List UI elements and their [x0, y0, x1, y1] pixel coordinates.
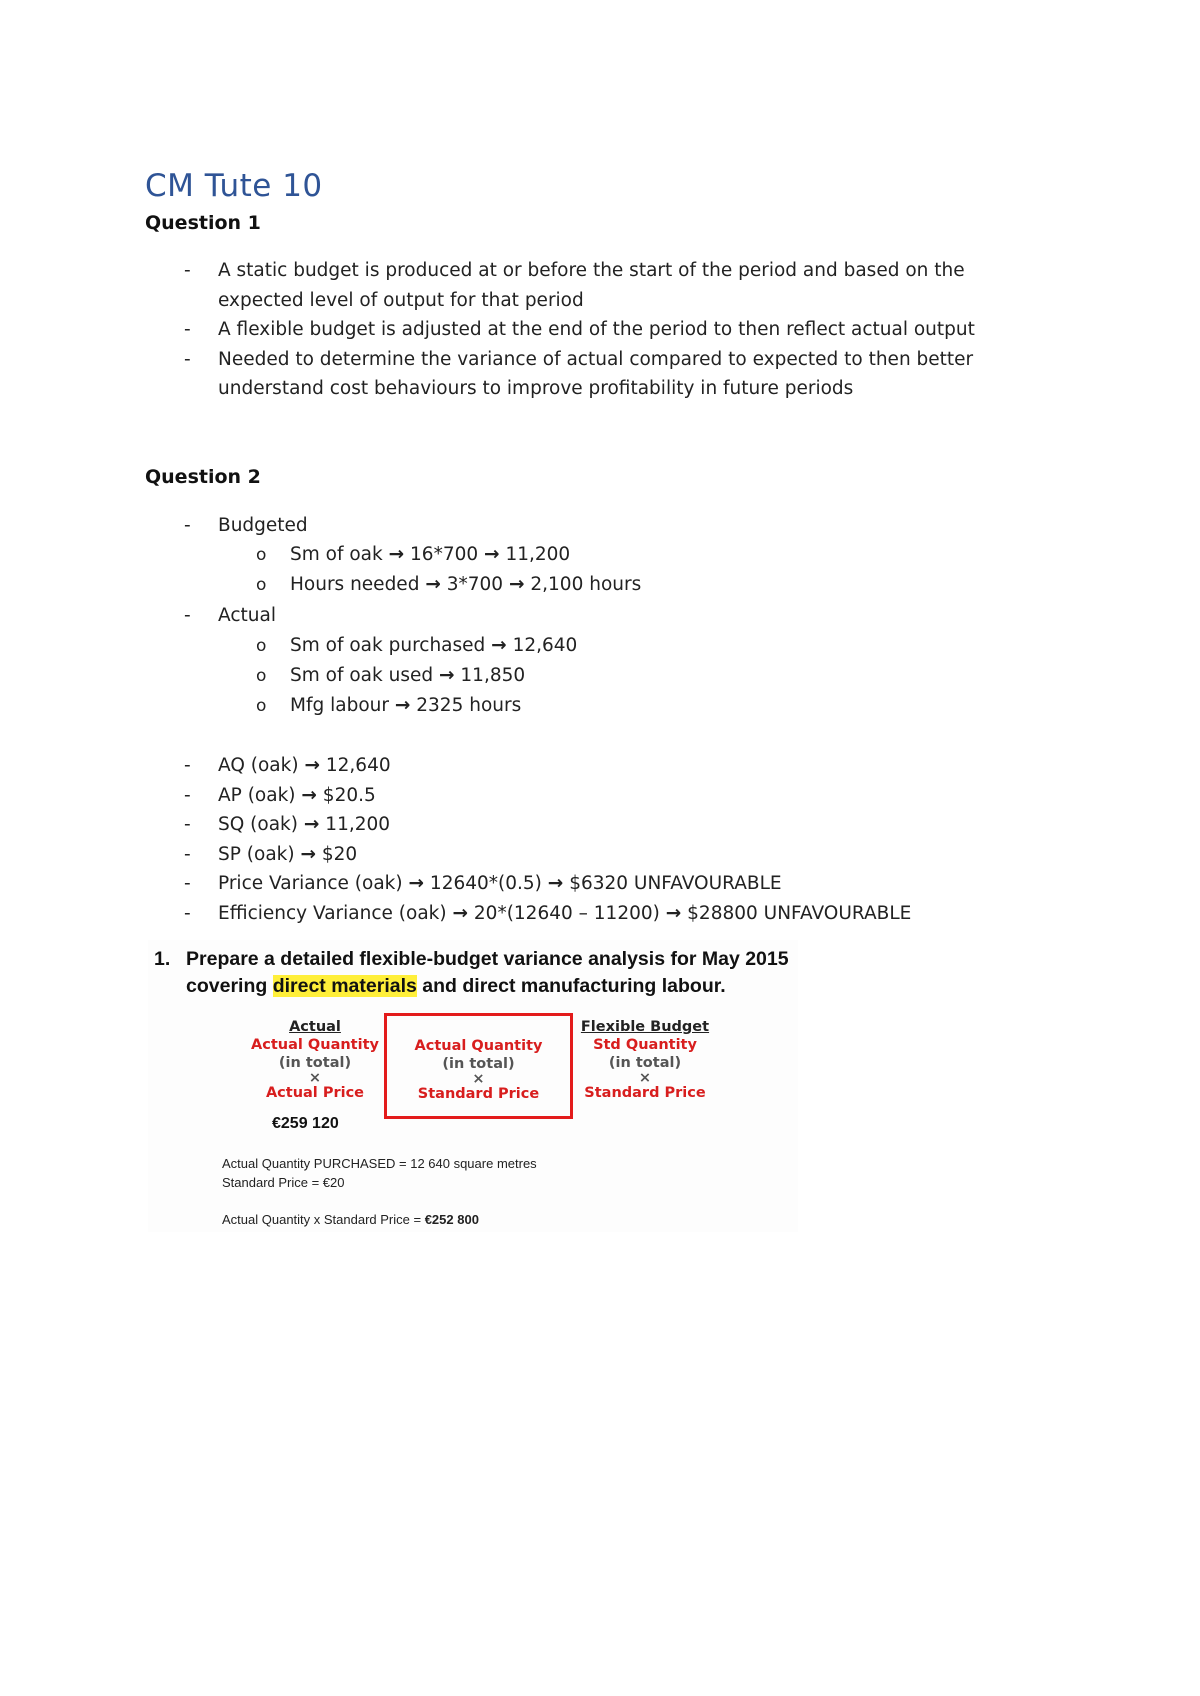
- item-calc: 20*(12640 – 11200): [473, 902, 660, 924]
- arrow-icon: →: [439, 665, 455, 686]
- item-result: 11,200: [325, 814, 391, 835]
- dash-marker: -: [184, 755, 191, 776]
- dash-marker: -: [184, 902, 191, 924]
- sub-list-item: [0, 691, 1200, 721]
- item-result: 2325 hours: [416, 695, 522, 716]
- arrow-icon: →: [301, 784, 317, 806]
- list-item: [0, 345, 1038, 404]
- dash-marker: -: [184, 319, 191, 340]
- dash-marker: -: [184, 784, 191, 806]
- embedded-variance-figure: [148, 940, 798, 1232]
- circle-marker: o: [256, 666, 267, 686]
- item-calc: 12640*(0.5): [429, 873, 542, 894]
- dash-marker: -: [184, 814, 191, 835]
- dash-marker: -: [184, 348, 191, 370]
- column-label: Actual: [414, 1038, 467, 1054]
- page-title: CM Tute 10: [145, 168, 323, 204]
- list-item: [0, 315, 1038, 345]
- sub-list-item: [0, 570, 1200, 600]
- circle-marker: o: [256, 575, 267, 595]
- question-1-heading: Question 1: [145, 212, 261, 234]
- list-item-budgeted: [0, 511, 1038, 541]
- item-result: 11,850: [460, 665, 526, 686]
- circle-marker: o: [256, 545, 267, 565]
- figure-heading-line2-post: and direct manufacturing labour.: [422, 975, 726, 997]
- list-item: [0, 869, 1038, 899]
- column-label: Std: [593, 1037, 621, 1053]
- item-result: 11,200: [505, 544, 571, 565]
- arrow-icon: →: [303, 814, 320, 835]
- arrow-icon: →: [491, 635, 507, 656]
- actual-sublist: [0, 631, 1200, 721]
- list-item-actual: [0, 601, 1038, 631]
- dash-marker: -: [184, 873, 191, 894]
- sub-list-item: [0, 540, 1200, 570]
- dash-marker: -: [184, 605, 191, 626]
- column-title: Actual: [289, 1019, 341, 1035]
- item-label: Mfg labour: [290, 695, 389, 716]
- figure-note: Standard Price = €20: [222, 1175, 345, 1190]
- item-label: SQ (oak): [218, 814, 298, 835]
- list-item: [0, 751, 1038, 781]
- column-label: Actual: [251, 1037, 303, 1053]
- note-value: €252 800: [424, 1212, 479, 1227]
- actual-column: [248, 1018, 382, 1102]
- multiply-icon: ×: [638, 1070, 652, 1086]
- actual-qty-std-price-column: [384, 1037, 573, 1103]
- list-item: [0, 781, 1038, 811]
- item-label: Price Variance (oak): [218, 873, 403, 894]
- list-item-text: A flexible budget is adjusted at the end of the period to then reflect actual output: [218, 319, 975, 340]
- dash-marker: -: [184, 843, 191, 865]
- multiply-icon: ×: [308, 1070, 322, 1086]
- sub-list-item: [0, 661, 1200, 691]
- arrow-icon: →: [394, 695, 411, 716]
- list-item: [0, 810, 1038, 840]
- arrow-icon: →: [547, 873, 564, 894]
- question-1-list: [0, 256, 1200, 404]
- arrow-icon: →: [452, 902, 469, 924]
- actual-amount: €259 120: [272, 1115, 339, 1132]
- arrow-icon: →: [304, 755, 320, 776]
- column-label: Price: [322, 1085, 365, 1101]
- item-label: Efficiency Variance (oak): [218, 902, 447, 924]
- item-result: $6320 UNFAVOURABLE: [569, 873, 782, 894]
- circle-marker: o: [256, 636, 267, 656]
- question-2-list-actual: [0, 601, 1200, 631]
- list-item: [0, 256, 1038, 315]
- figure-heading: [154, 946, 789, 1000]
- list-item-text: Budgeted: [218, 515, 308, 536]
- item-result: 12,640: [512, 635, 578, 656]
- figure-note: Actual Quantity PURCHASED = 12 640 square metres: [222, 1156, 537, 1171]
- item-label: Sm of oak: [290, 544, 383, 565]
- list-item-text: Needed to determine the variance of actual compared to expected to then better understand cost behaviours to improve profitability in future periods: [218, 348, 974, 399]
- item-label: Sm of oak used: [290, 665, 434, 686]
- list-item: [0, 899, 1038, 929]
- column-label: Standard: [417, 1086, 493, 1102]
- item-label: Hours needed: [290, 574, 420, 595]
- figure-note: [222, 1212, 479, 1227]
- column-label: Quantity: [625, 1037, 697, 1053]
- list-item-text: Actual: [218, 605, 276, 626]
- question-2-list: [0, 511, 1200, 541]
- highlighted-text: direct materials: [272, 975, 417, 997]
- note-label: Actual Quantity x Standard Price =: [222, 1212, 422, 1227]
- arrow-icon: →: [508, 574, 525, 595]
- multiply-icon: ×: [472, 1071, 485, 1087]
- item-result: $28800 UNFAVOURABLE: [687, 902, 912, 924]
- list-item: [0, 840, 1038, 870]
- arrow-icon: →: [665, 902, 682, 924]
- circle-marker: o: [256, 696, 267, 716]
- item-result: $20: [321, 843, 358, 865]
- figure-heading-line1: Prepare a detailed flexible-budget variance analysis for May 2015: [186, 948, 789, 970]
- item-calc: 16*700: [410, 544, 479, 565]
- column-title: Flexible Budget: [580, 1019, 710, 1035]
- item-label: AQ (oak): [218, 755, 299, 776]
- item-label: AP (oak): [218, 784, 296, 806]
- variance-list: [0, 751, 1200, 928]
- column-label: Price: [498, 1086, 540, 1102]
- arrow-icon: →: [408, 873, 425, 894]
- dash-marker: -: [184, 515, 191, 536]
- list-item-text: A static budget is produced at or before the start of the period and based on the expected level of output for that period: [218, 260, 965, 311]
- item-calc: 3*700: [446, 574, 504, 595]
- column-label: (in total): [278, 1055, 352, 1071]
- item-result: 2,100 hours: [530, 574, 642, 595]
- budgeted-sublist: [0, 540, 1200, 600]
- column-label: Actual: [265, 1085, 318, 1101]
- figure-number: 1.: [154, 948, 171, 970]
- arrow-icon: →: [425, 574, 441, 595]
- column-label: Price: [664, 1085, 706, 1101]
- column-label: Standard: [584, 1085, 660, 1101]
- figure-heading-line2-pre: covering: [186, 975, 268, 997]
- sub-list-item: [0, 631, 1200, 661]
- flexible-budget-column: [578, 1018, 712, 1102]
- arrow-icon: →: [300, 843, 316, 865]
- item-result: $20.5: [322, 784, 376, 806]
- item-label: Sm of oak purchased: [290, 635, 486, 656]
- dash-marker: -: [184, 260, 191, 281]
- item-label: SP (oak): [218, 843, 295, 865]
- column-label: Quantity: [471, 1038, 543, 1054]
- arrow-icon: →: [484, 544, 500, 565]
- column-label: (in total): [608, 1055, 682, 1071]
- column-label: (in total): [442, 1056, 515, 1072]
- arrow-icon: →: [388, 544, 405, 565]
- question-2-heading: Question 2: [145, 466, 261, 488]
- item-result: 12,640: [325, 755, 391, 776]
- column-label: Quantity: [307, 1037, 379, 1053]
